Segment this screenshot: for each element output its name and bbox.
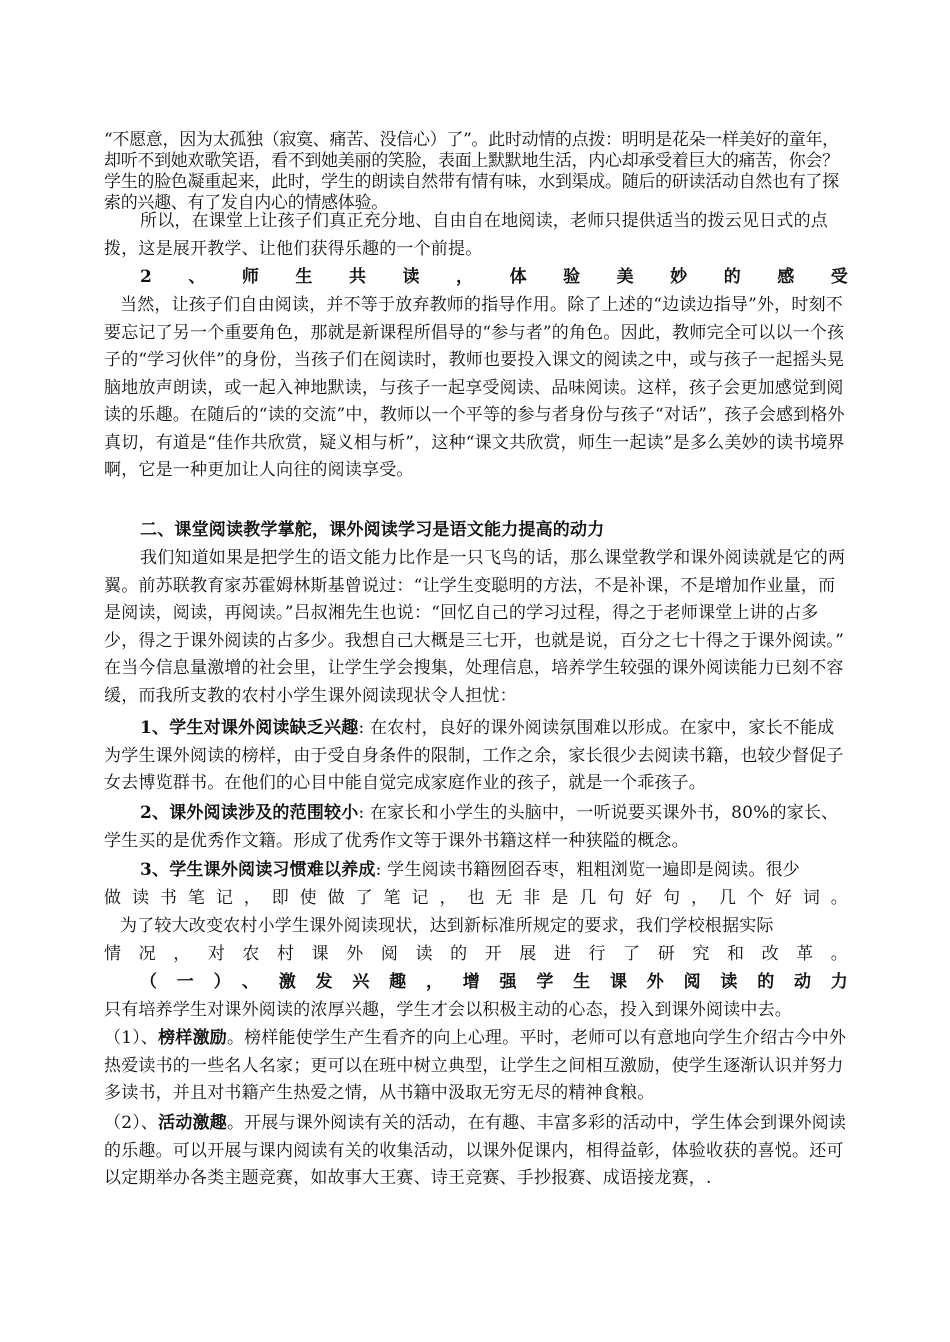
point-3-continued <box>104 885 848 913</box>
item-lead: 活动激趣 <box>158 1113 227 1133</box>
paragraph-text <box>104 857 848 885</box>
paragraph-text <box>104 800 848 855</box>
paragraph-text: 所以，在课堂上让孩子们真正充分地、自由自在地阅读，老师只提供适当的拨云见日式的点拨，这是展开教学、让他们获得乐趣的一个前提。 <box>104 211 828 259</box>
item-1 <box>104 1025 848 1108</box>
point-3 <box>104 857 848 885</box>
paragraph-text <box>104 1025 848 1108</box>
item-number: （2）、 <box>104 1113 159 1133</box>
heading-text: （一）、激发兴趣，增强学生课外阅读的动力 <box>140 972 848 992</box>
point-body: : 在家长和小学生的头脑中，一听说要买课外书，80%的家长、学生买的是优秀作文籍。形成了优秀作文等于课外书籍这样一种狭隘的概念。 <box>104 803 839 851</box>
section-heading-two <box>104 517 848 545</box>
paragraph-4 <box>104 545 848 710</box>
item-body: 。开展与课外阅读有关的活动，在有趣、丰富多彩的活动中，学生体会到课外阅读的乐趣。可以开展与课内阅读有关的收集活动，以课外促课内，相得益彰，体验收获的喜悦。还可以定期举办各类主题竞赛，如故事大王赛、诗王竞赛、手抄报赛、成语接龙赛，. <box>104 1113 847 1188</box>
paragraph-text <box>104 715 848 798</box>
paragraph-text: 只有培养学生对课外阅读的浓厚兴趣，学生才会以积极主动的心态，投入到课外阅读中去。 <box>104 1000 792 1020</box>
heading-text: 2、师生共读，体验美妙的感受 <box>140 267 848 287</box>
paragraph-text: 做读书笔记，即使做了笔记，也无非是几句好句，几个好词。 <box>104 888 848 908</box>
paragraph-5-continued <box>104 941 848 969</box>
paragraph-2 <box>104 208 848 263</box>
paragraph-text: 为了较大改变农村小学生课外阅读现状，达到新标准所规定的要求，我们学校根据实际 <box>120 916 774 936</box>
paragraph-text <box>104 1110 848 1193</box>
point-lead: 2、课外阅读涉及的范围较小 <box>140 803 359 823</box>
point-lead: 1、学生对课外阅读缺乏兴趣 <box>140 718 359 738</box>
subsection-heading-1 <box>104 969 848 997</box>
paragraph-text: 当然，让孩子们自由阅读，并不等于放弃教师的指导作用。除了上述的“边读边指导”外，时刻不要忘记了另一个重要角色，那就是新课程所倡导的“参与者”的角色。因此，教师完全可以以一个孩子的“学习伙伴”的身份，当孩子们在阅读时，教师也要投入课文的阅读之中，或与孩子一起摇头晃脑地放声朗读，或一起入神地默读，与孩子一起享受阅读、品味阅读。这样，孩子会更加感觉到阅读的乐趣。在随后的“读的交流”中，教师以一个平等的参与者身份与孩子“对话”，孩子会感到格外真切，有道是“佳作共欣赏，疑义相与析”，这种“课文共欣赏，师生一起读”是多么美妙的读书境界啊，它是一种更加让人向往的阅读享受。 <box>104 295 845 480</box>
paragraph-6 <box>104 997 848 1025</box>
item-body: 。榜样能使学生产生看齐的向上心理。平时，老师可以有意地向学生介绍古今中外热爱读书的一些名人名家；更可以在班中树立典型，让学生之间相互激励，使学生逐渐认识并努力多读书，并且对书籍产生热爱之情，从书籍中汲取无穷无尽的精神食粮。 <box>104 1028 847 1103</box>
point-1 <box>104 715 848 798</box>
item-number: （1）、 <box>104 1028 159 1048</box>
item-2 <box>104 1110 848 1193</box>
paragraph-text: 情况，对农村课外阅读的开展进行了研究和改革。 <box>104 944 848 964</box>
heading-text: 二、课堂阅读教学掌舵，课外阅读学习是语文能力提高的动力 <box>140 520 605 540</box>
section-heading-2 <box>104 264 848 292</box>
point-body: : 在农村，良好的课外阅读氛围难以形成。在家中，家长不能成为学生课外阅读的榜样，由于受自身条件的限制，工作之余，家长很少去阅读书籍，也较少督促子女去博览群书。在他们的心目中能自觉完成家庭作业的孩子，就是一个乖孩子。 <box>104 718 844 793</box>
point-lead: 3、学生课外阅读习惯难以养成 <box>140 860 376 880</box>
paragraph-1 <box>104 130 848 214</box>
point-body: : 学生阅读书籍囫囵吞枣，粗粗浏览一遍即是阅读。很少 <box>375 860 800 880</box>
point-2 <box>104 800 848 855</box>
paragraph-5 <box>104 913 848 941</box>
paragraph-3 <box>104 292 848 485</box>
paragraph-text: 我们知道如果是把学生的语文能力比作是一只飞鸟的话，那么课堂教学和课外阅读就是它的两翼。前苏联教育家苏霍姆林斯基曾说过：“让学生变聪明的方法，不是补课，不是增加作业量，而是阅读，阅读，再阅读。”吕叔湘先生也说：“回忆自己的学习过程，得之于老师课堂上讲的占多少，得之于课外阅读的占多少。我想自己大概是三七开，也就是说，百分之七十得之于课外阅读。” 在当今信息量激增的社会里，让学生学会搜集，处理信息，培养学生较强的课外阅读能力已刻不容缓，而我所支教的农村小学生课外阅读现状令人担忧： <box>104 548 846 706</box>
item-lead: 榜样激励 <box>158 1028 227 1048</box>
paragraph-text: “不愿意，因为太孤独（寂寞、痛苦、没信心）了”。此时动情的点拨：明明是花朵一样美好的童年，却听不到她欢歌笑语，看不到她美丽的笑脸，表面上默默地生活，内心却承受着巨大的痛苦，你会？学生的脸色凝重起来，此时，学生的朗读自然带有情有味，水到渠成。随后的研读活动自然也有了探索的兴趣、有了发自内心的情感体验。 <box>104 130 839 213</box>
